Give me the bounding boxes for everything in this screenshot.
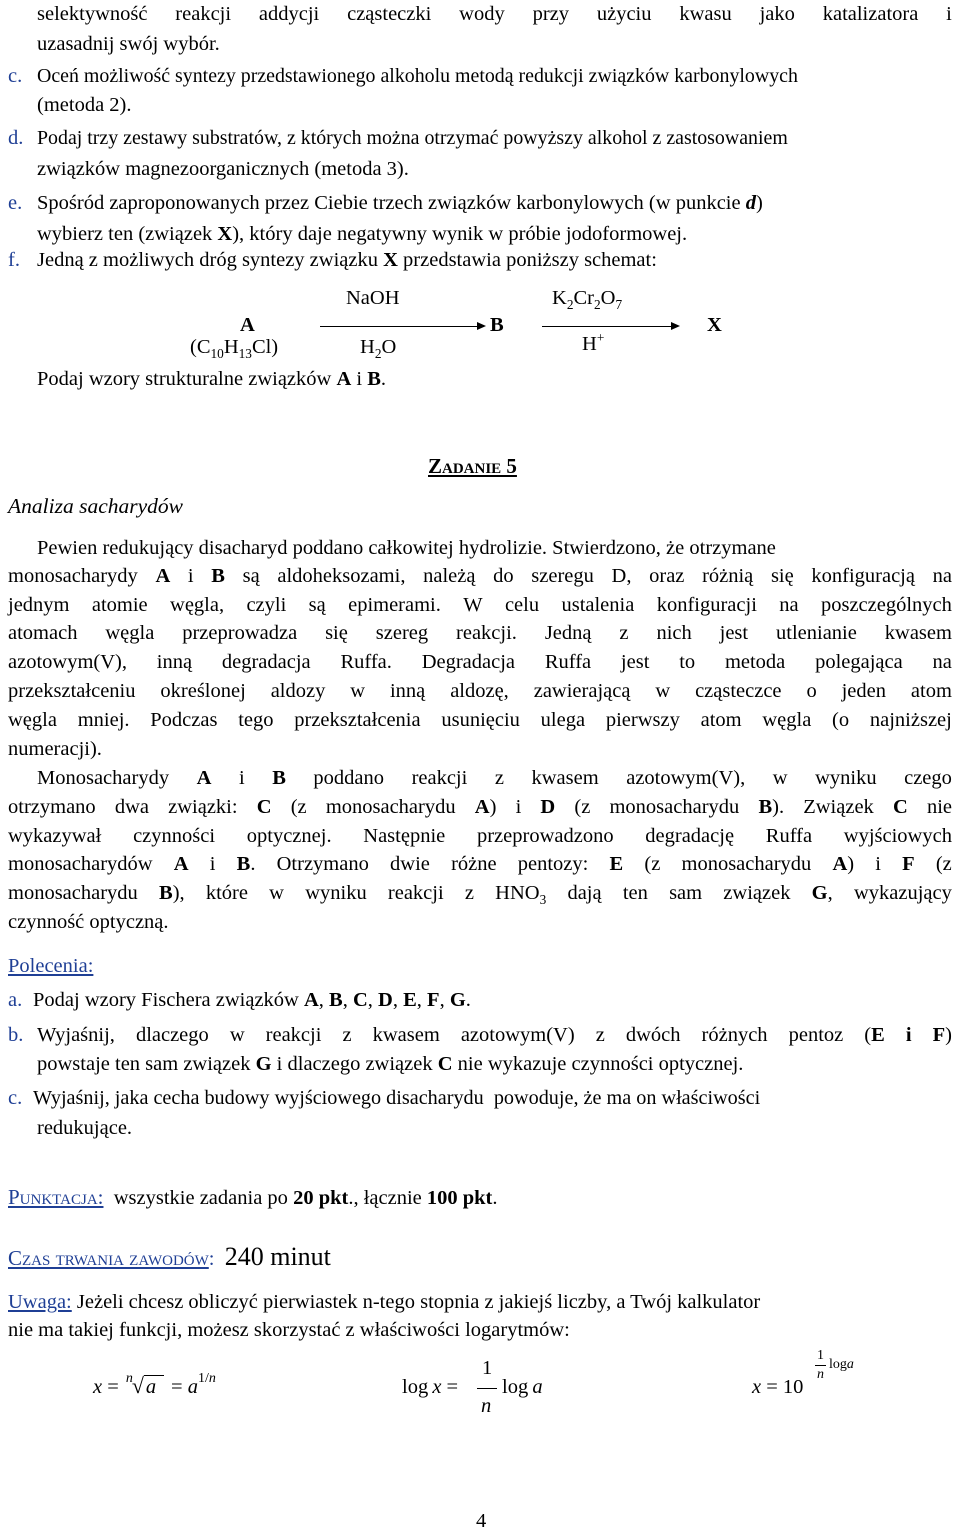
p1-line-1: Pewien redukujący disacharyd poddano całkowitej hydrolizie. Stwierdzono, że otrzymane xyxy=(37,537,776,559)
p1-line-6: przekształceniu określonej aldozy w inną aldozę, zawierającą w cząsteczce o jeden atom xyxy=(8,680,952,702)
p1-line-5: azotowym(V), inną degradacja Ruffa. Degradacja Ruffa jest to metoda polegająca na xyxy=(8,651,952,673)
command-b-line-1: Wyjaśnij, dlaczego w reakcji z kwasem azotowym(V) z dwóch różnych pentoz (E i F) xyxy=(37,1024,952,1046)
scheme-compound-a: A xyxy=(240,314,255,336)
scheme-reagent-naoh: NaOH xyxy=(346,287,400,309)
formula-log: log x = xyxy=(402,1376,459,1398)
item-d-line-1: Podaj trzy zestawy substratów, z których można otrzymać powyższy alkohol z zastosowaniem xyxy=(37,127,788,149)
formula-power-exp-log: loga xyxy=(829,1357,854,1372)
scheme-arrow-2 xyxy=(542,326,678,327)
command-c-line-1: Wyjaśnij, jaka cecha budowy wyjściowego disacharydu powoduje, że ma on właściwości xyxy=(33,1087,761,1109)
note-line-2: nie ma takiej funkcji, możesz skorzystać z właściwości logarytmów: xyxy=(8,1319,570,1341)
scheme-reagent-hplus: H+ xyxy=(582,330,605,355)
formula-power: x = 10 xyxy=(752,1376,804,1398)
scheme-arrow-1 xyxy=(320,326,484,327)
formula-log-rhs: log a xyxy=(502,1376,543,1398)
formula-root: x = n √ a = $a^{1/n}$ xyxy=(93,1371,216,1398)
item-c-line-2: (metoda 2). xyxy=(37,94,132,116)
item-e-label: e. xyxy=(8,192,23,214)
commands-heading: Polecenia: xyxy=(8,955,94,977)
p1-line-3: jednym atomie węgla, czyli są epimerami. W celu ustalenia konfiguracji na poszczególnych xyxy=(8,594,952,616)
p1-line-7: węgla mniej. Podczas tego przekształcenia usunięciu ulega pierwszy atom węgla (o najniższej xyxy=(8,709,952,731)
item-e-line-1: Spośród zaproponowanych przez Ciebie trzech związków karbonylowych (w punkcie d) xyxy=(37,192,763,214)
item-c-label: c. xyxy=(8,65,23,87)
command-a-label: a. xyxy=(8,989,23,1011)
task-subtitle: Analiza sacharydów xyxy=(8,494,183,518)
formula-log-numerator: 1 xyxy=(482,1357,493,1379)
top-line-2: uzasadnij swój wybór. xyxy=(37,33,220,55)
p2-line-2: otrzymano dwa związki: C (z monosacharydu A) i D (z monosacharydu B). Związek C nie xyxy=(8,796,952,818)
page-number: 4 xyxy=(476,1510,487,1532)
p2-line-4: monosacharydów A i B. Otrzymano dwie różne pentozy: E (z monosacharydu A) i F (z xyxy=(8,853,952,875)
item-c-line-1: Oceń możliwość syntezy przedstawionego alkoholu metodą redukcji związków karbonylowych xyxy=(37,65,798,87)
item-f-label: f. xyxy=(8,249,20,271)
item-f-line-1: Jedną z możliwych dróg syntezy związku X przedstawia poniższy schemat: xyxy=(37,249,657,271)
top-line-1: selektywność reakcji addycji cząsteczki wody przy użyciu kwasu jako katalizatora i xyxy=(37,3,952,25)
note-line-1: Uwaga: Jeżeli chcesz obliczyć pierwiastek n-tego stopnia z jakiejś liczby, a Twój kalkulator xyxy=(8,1291,761,1313)
formula-log-fraction-bar xyxy=(477,1388,497,1389)
formula-power-exp-numerator: 1 xyxy=(817,1348,824,1363)
p2-line-5: monosacharydu B), które w wyniku reakcji z $HNO_3$ dają ten sam związek G, wykazujący xyxy=(8,882,952,908)
scoring-line: Punktacja: wszystkie zadania po 20 pkt., łącznie 100 pkt. xyxy=(8,1185,498,1209)
command-b-label: b. xyxy=(8,1024,24,1046)
item-f-line-2: Podaj wzory strukturalne związków A i B. xyxy=(37,368,387,390)
command-c-label: c. xyxy=(8,1087,23,1109)
item-d-line-2: związków magnezoorganicznych (metoda 3). xyxy=(37,158,409,180)
item-e-line-2: wybierz ten (związek X), który daje negatywny wynik w próbie jodoformowej. xyxy=(37,223,688,245)
p1-line-4: atomach węgla przeprowadza się szereg reakcji. Jedną z nich jest utlenianie kwasem xyxy=(8,622,952,644)
formula-log-denominator: n xyxy=(481,1395,492,1417)
scheme-formula-a: $(C_{10}H_{13}Cl)$ xyxy=(190,336,279,362)
p2-line-6: czynność optyczną. xyxy=(8,911,169,933)
task-title: Zadanie 5 xyxy=(428,454,517,478)
command-c-line-2: redukujące. xyxy=(37,1117,133,1139)
item-d-label: d. xyxy=(8,127,24,149)
scheme-compound-b: B xyxy=(490,314,504,336)
scheme-reagent-h2o: $H_2O$ xyxy=(360,336,397,362)
command-b-line-2: powstaje ten sam związek G i dlaczego związek C nie wykazuje czynności optycznej. xyxy=(37,1053,744,1075)
p2-line-3: wykazywał czynności optycznej. Następnie przeprowadzono degradację Ruffa wyjściowych xyxy=(8,825,952,847)
formula-power-exp-bar xyxy=(815,1365,826,1366)
p1-line-2: monosacharydy A i B są aldoheksozami, należą do szeregu D, oraz różnią się konfiguracją na xyxy=(8,565,952,587)
scheme-reagent-k2cr2o7: $K_2Cr_2O_7$ xyxy=(552,287,623,313)
scheme-compound-x: X xyxy=(707,314,722,336)
p2-line-1: Monosacharydy A i B poddano reakcji z kwasem azotowym(V), w wyniku czego xyxy=(37,767,952,789)
formula-power-exp-denominator: n xyxy=(817,1367,824,1382)
duration-line: Czas trwania zawodów: 240 minut xyxy=(8,1242,331,1271)
command-a-text: Podaj wzory Fischera związków A, B, C, D, E, F, G. xyxy=(33,989,471,1011)
p1-line-8: numeracji). xyxy=(8,738,102,760)
